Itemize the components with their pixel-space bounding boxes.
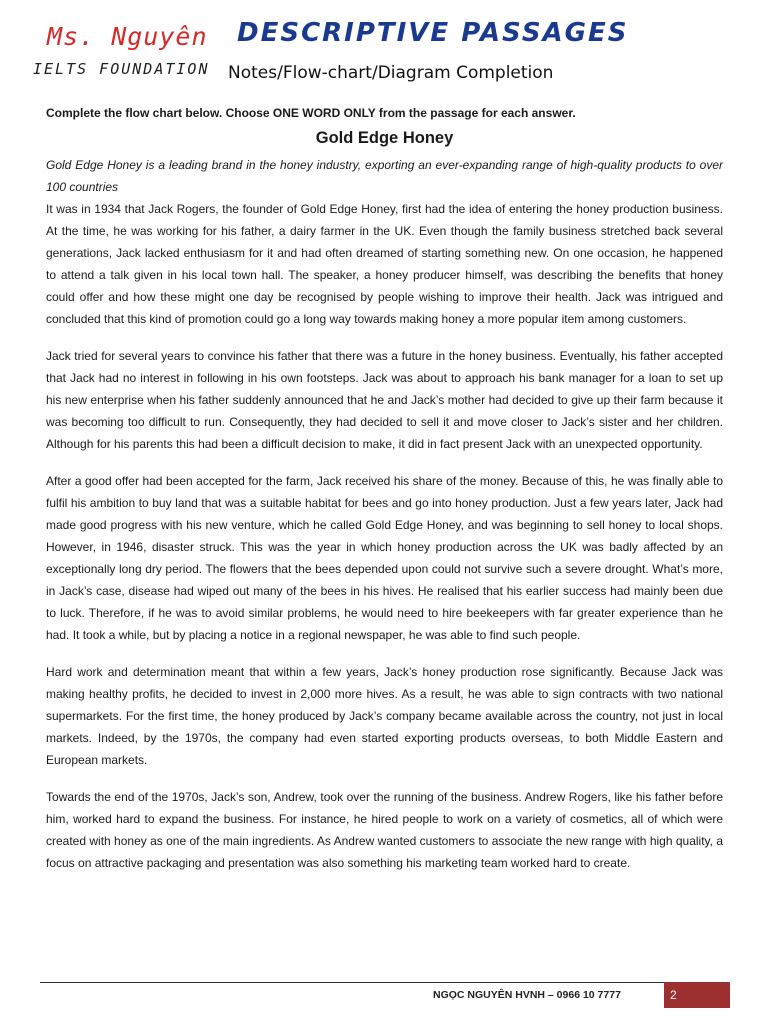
page-header [0,0,768,95]
paragraph-1: It was in 1934 that Jack Rogers, the founder of Gold Edge Honey, first had the idea of entering the honey production business. At the time, he was working for his father, a dairy farmer in the UK. Even though the family business stretched back several generations, Jack lacked enthusiasm for it and had often dreamed of starting something new. On one occasion, he happened to attend a talk given in his local town hall. The speaker, a honey producer himself, was describing the benefits that honey could offer and how these might one day be recognised by people wishing to improve their health. Jack was intrigued and concluded that this kind of promotion could go a long way towards making honey a more popular item among customers. [46,202,723,326]
brand-subtitle: IELTS FOUNDATION [33,60,210,78]
paragraph-3: After a good offer had been accepted for the farm, Jack received his share of the money. Because of this, he was finally able to fulfil his ambition to buy land that was a suitable habitat for bees and go into honey production. Just a few years later, Jack had made good progress with his new venture, which he called Gold Edge Honey, and was beginning to sell honey to local shops. However, in 1946, disaster struck. This was the year in which honey production across the UK was badly affected by an exceptionally long dry period. The flowers that the bees depended upon could not survive such a severe drought. What’s more, in Jack’s case, disease had wiped out many of the bees in his hives. He realised that his earlier success had mainly been due to luck. Therefore, if he was to avoid similar problems, he would need to hire beekeepers with far greater experience than he had. It took a while, but by placing a notice in a regional newspaper, he was able to find such people. [46,474,723,642]
passage-title: Gold Edge Honey [315,129,454,147]
page-number-badge [664,982,730,1008]
footer-contact: NGỌC NGUYÊN HVNH – 0966 10 7777 [433,989,621,1001]
task-instruction: Complete the flow chart below. Choose ONE WORD ONLY from the passage for each answer. [46,106,576,120]
page-number: 2 [670,988,677,1002]
paragraph-4: Hard work and determination meant that within a few years, Jack’s honey production rose significantly. Because Jack was making healthy profits, he decided to invest in 2,000 more hives. As a result, he was able to sign contracts with two national supermarkets. For the first time, the honey produced by Jack’s company became available across the country, not just in local markets. Indeed, by the 1970s, the company had even started exporting products overseas, to both Middle Eastern and European markets. [46,665,723,767]
paragraph-2: Jack tried for several years to convince his father that there was a future in the honey business. Eventually, his father accepted that Jack had no interest in following in his own footsteps. Jack was about to approach his bank manager for a loan to set up his new enterprise when his father suddenly announced that he and Jack’s mother had decided to give up their farm because it was becoming too difficult to run. Consequently, they had decided to sell it and move closer to Jack’s sister and her children. Although for his parents this had been a difficult decision to make, it did in fact present Jack with an unexpected opportunity. [46,349,723,451]
document-subtitle: Notes/Flow-chart/Diagram Completion [228,63,554,83]
document-title: DESCRIPTIVE PASSAGES [237,18,629,48]
brand-name: Ms. Nguyên [47,22,208,51]
document-body [46,102,723,889]
passage-intro: Gold Edge Honey is a leading brand in the honey industry, exporting an ever-expanding range of high-quality products to over 100 countries [46,158,723,194]
footer-divider [40,982,664,983]
paragraph-5: Towards the end of the 1970s, Jack’s son, Andrew, took over the running of the business. Andrew Rogers, like his father before him, worked hard to expand the business. For instance, he hired people to work on a variety of cosmetics, all of which were created with honey as one of the main ingredients. As Andrew wanted customers to associate the new range with high quality, a focus on attractive packaging and presentation was also something his marketing team worked hard to create. [46,790,723,870]
